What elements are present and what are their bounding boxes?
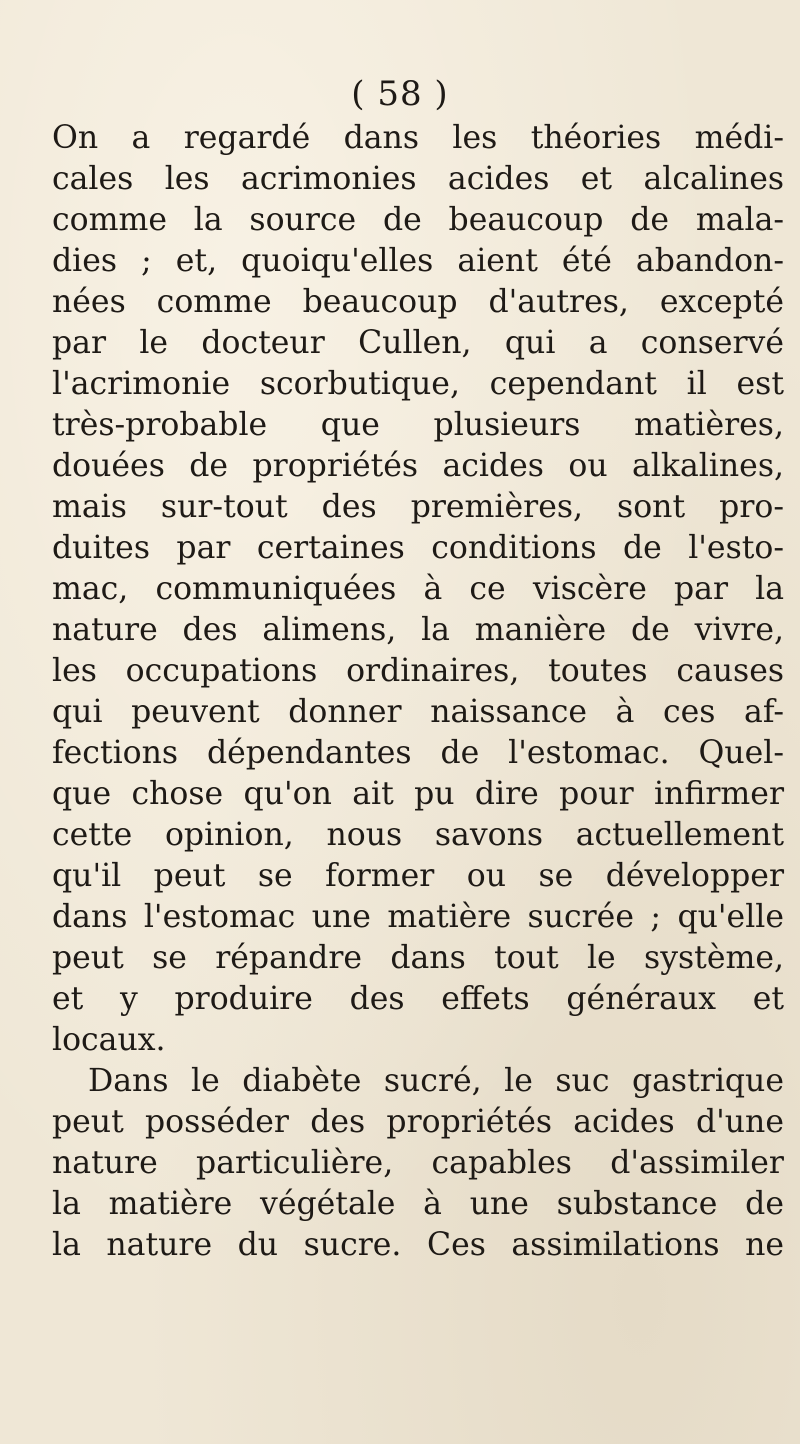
text-line: douées de propriétés acides ou alkalines,: [52, 448, 784, 484]
text-line: comme la source de beaucoup de mala-: [52, 202, 784, 238]
text-line: Dans le diabète sucré, le suc gastrique: [88, 1063, 784, 1099]
body-text: [52, 118, 784, 1266]
text-line: peut se répandre dans tout le système,: [52, 940, 784, 976]
text-line: très-probable que plusieurs matières,: [52, 407, 784, 443]
text-line: peut posséder des propriétés acides d'une: [52, 1104, 784, 1140]
text-line: les occupations ordinaires, toutes causes: [52, 653, 784, 689]
text-line: dans l'estomac une matière sucrée ; qu'elle: [52, 899, 784, 935]
text-line: nature des alimens, la manière de vivre,: [52, 612, 784, 648]
paragraph-1: [52, 118, 784, 1061]
text-line: et y produire des effets généraux et: [52, 981, 784, 1017]
text-line: mais sur-tout des premières, sont pro-: [52, 489, 784, 525]
text-line: nées comme beaucoup d'autres, excepté: [52, 284, 784, 320]
paragraph-2: [52, 1061, 784, 1266]
text-line: locaux.: [52, 1022, 166, 1058]
text-line: On a regardé dans les théories médi-: [52, 120, 784, 156]
text-line: qui peuvent donner naissance à ces af-: [52, 694, 784, 730]
text-line: mac, communiquées à ce viscère par la: [52, 571, 784, 607]
text-line: la matière végétale à une substance de: [52, 1186, 784, 1222]
page-number: ( 58 ): [351, 74, 449, 114]
text-line: par le docteur Cullen, qui a conservé: [52, 325, 784, 361]
text-line: la nature du sucre. Ces assimilations ne: [52, 1227, 784, 1263]
text-line: qu'il peut se former ou se développer: [52, 858, 784, 894]
text-line: cette opinion, nous savons actuellement: [52, 817, 784, 853]
text-line: que chose qu'on ait pu dire pour infirmer: [52, 776, 784, 812]
text-line: duites par certaines conditions de l'esto-: [52, 530, 784, 566]
text-line: cales les acrimonies acides et alcalines: [52, 161, 784, 197]
text-line: l'acrimonie scorbutique, cependant il est: [52, 366, 784, 402]
text-line: dies ; et, quoiqu'elles aient été abandon-: [52, 243, 784, 279]
text-line: nature particulière, capables d'assimiler: [52, 1145, 784, 1181]
text-line: fections dépendantes de l'estomac. Quel-: [52, 735, 784, 771]
